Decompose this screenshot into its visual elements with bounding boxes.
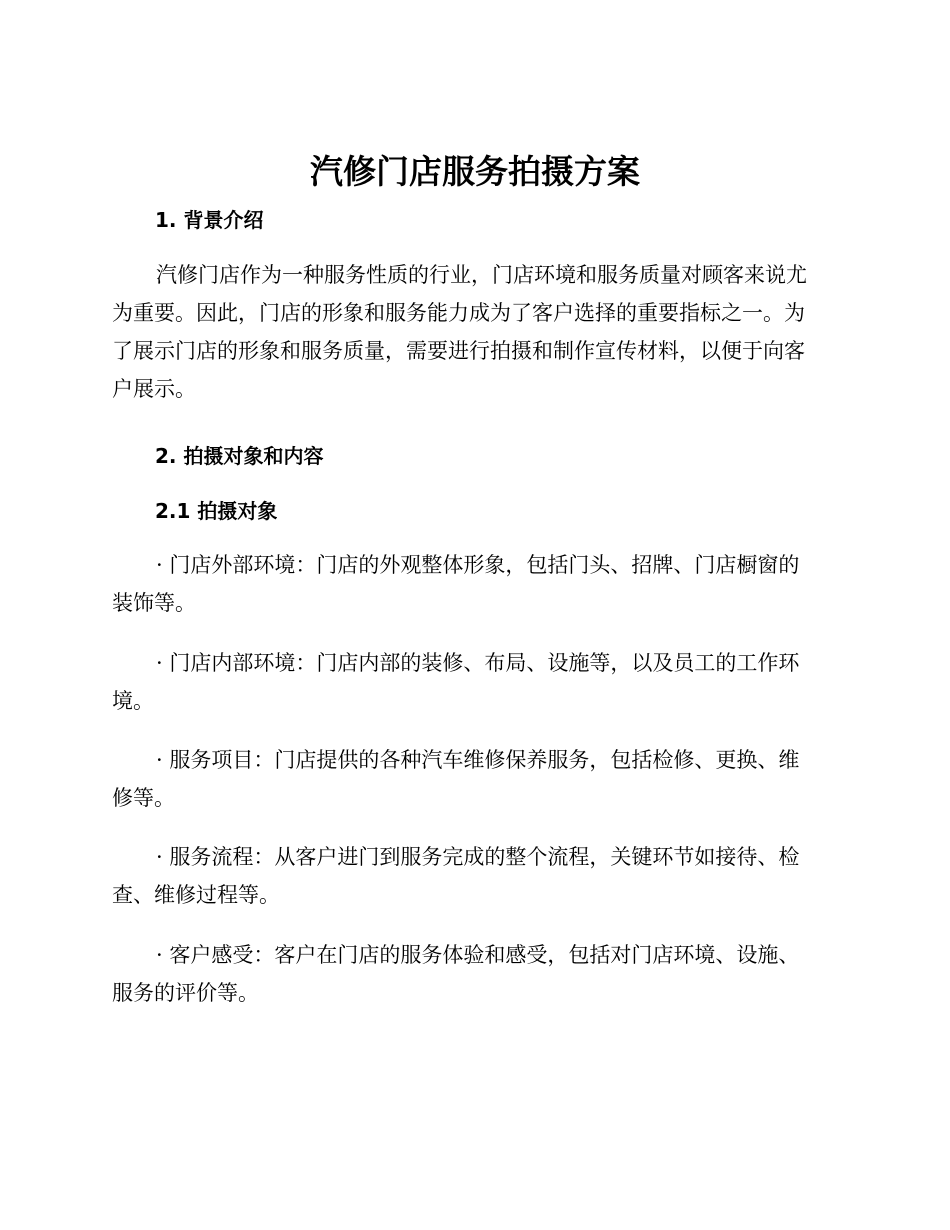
list-item-line: · 客户感受：客户在门店的服务体验和感受，包括对门店环境、设施、 xyxy=(156,943,800,967)
list-item-line: · 门店内部环境：门店内部的装修、布局、设施等，以及员工的工作环 xyxy=(156,651,800,675)
list-item xyxy=(112,546,837,622)
list-item-line: 境。 xyxy=(112,689,154,713)
document-title: 汽修门店服务拍摄方案 xyxy=(310,152,640,191)
list-item xyxy=(112,936,837,1012)
list-item-line: 装饰等。 xyxy=(112,591,196,615)
list-item-line: 查、维修过程等。 xyxy=(112,883,280,907)
paragraph-line: 为重要。因此，门店的形象和服务能力成为了客户选择的重要指标之一。为 xyxy=(112,301,805,325)
paragraph-line: 汽修门店作为一种服务性质的行业，门店环境和服务质量对顾客来说尤 xyxy=(156,263,807,287)
subsection-heading-subjects: 2.1 拍摄对象 xyxy=(155,499,278,523)
list-item-line: · 门店外部环境：门店的外观整体形象，包括门头、招牌、门店橱窗的 xyxy=(156,553,800,577)
list-item-line: · 服务流程：从客户进门到服务完成的整个流程，关键环节如接待、检 xyxy=(156,845,800,869)
paragraph-line: 户展示。 xyxy=(112,377,196,401)
paragraph-line: 了展示门店的形象和服务质量，需要进行拍摄和制作宣传材料，以便于向客 xyxy=(112,339,805,363)
list-item-line: · 服务项目：门店提供的各种汽车维修保养服务，包括检修、更换、维 xyxy=(156,748,800,772)
list-item xyxy=(112,644,837,720)
list-item xyxy=(112,741,837,817)
list-item-line: 修等。 xyxy=(112,786,175,810)
section-heading-subjects-and-content: 2. 拍摄对象和内容 xyxy=(155,444,324,468)
list-item xyxy=(112,838,837,914)
background-paragraph xyxy=(112,256,837,408)
list-item-line: 服务的评价等。 xyxy=(112,981,259,1005)
section-heading-background: 1. 背景介绍 xyxy=(155,208,264,232)
